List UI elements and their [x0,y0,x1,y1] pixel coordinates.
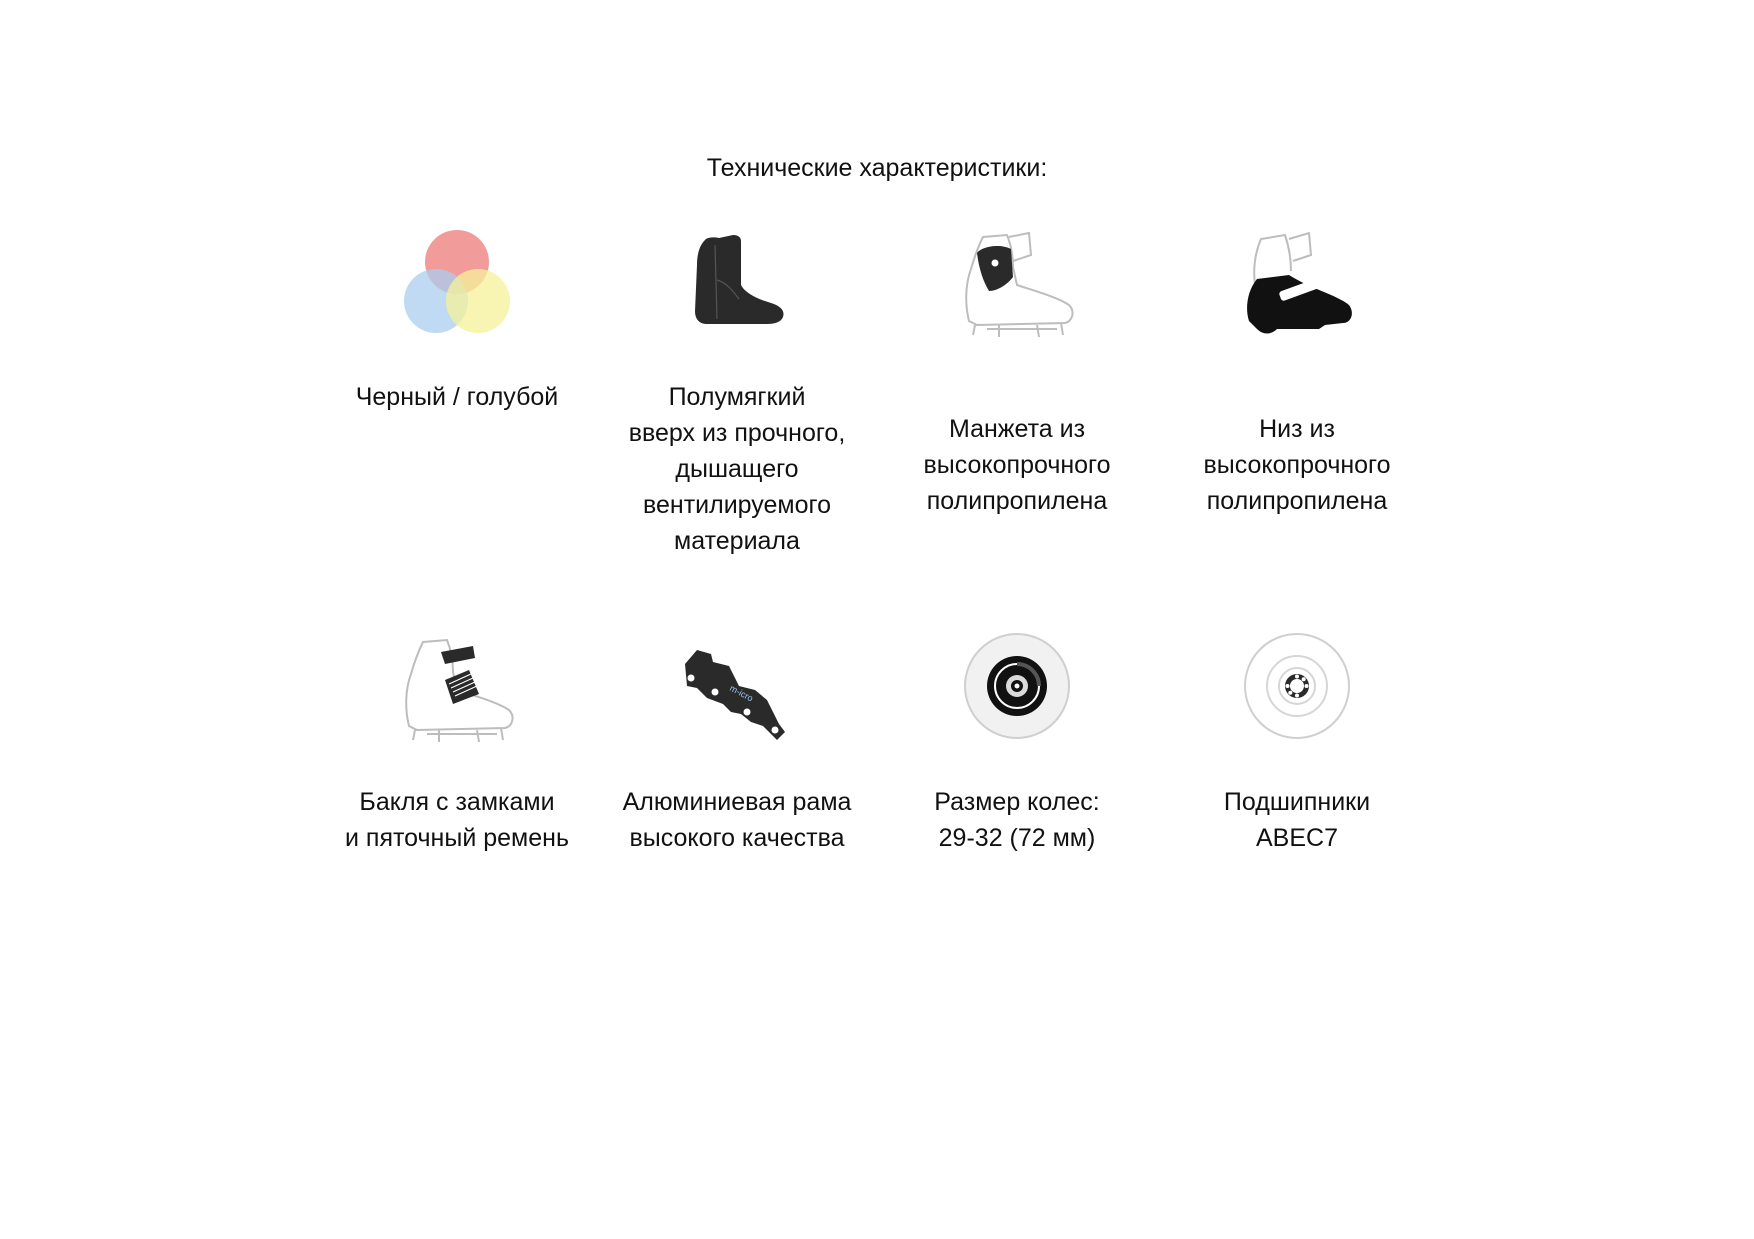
feature-label: Подшипники ABEC7 [1223,788,1371,852]
feature-bearing [1157,630,1437,856]
feature-label: Алюминиевая рама высокого качества [622,788,852,852]
feature-color [317,225,597,415]
feature-label: Бакля с замками и пяточный ремень [345,788,569,852]
feature-label: Полумягкий вверх из прочного, дышащего вентилируемого материала [628,383,846,555]
soft-boot-icon [667,225,807,345]
feature-wheel [877,630,1157,856]
frame-logo: m-icro [728,682,755,704]
feature-label: Размер колес: 29-32 (72 мм) [934,788,1100,852]
feature-shell [1157,225,1437,519]
buckle-strap-icon [387,630,527,750]
feature-label: Черный / голубой [355,383,559,411]
cuff-icon [947,225,1087,345]
feature-upper [597,225,877,559]
feature-frame [597,630,877,856]
aluminium-frame-icon [667,630,807,750]
feature-cuff [877,225,1157,519]
page-title: Технические характеристики: [706,154,1048,182]
feature-label: Манжета из высокопрочного полипропилена [923,415,1111,515]
feature-buckle [317,630,597,856]
shell-bottom-icon [1227,225,1367,345]
wheel-icon [947,630,1087,750]
bearing-icon [1227,630,1367,750]
feature-label: Низ из высокопрочного полипропилена [1203,415,1391,515]
color-circles-icon [392,225,522,345]
